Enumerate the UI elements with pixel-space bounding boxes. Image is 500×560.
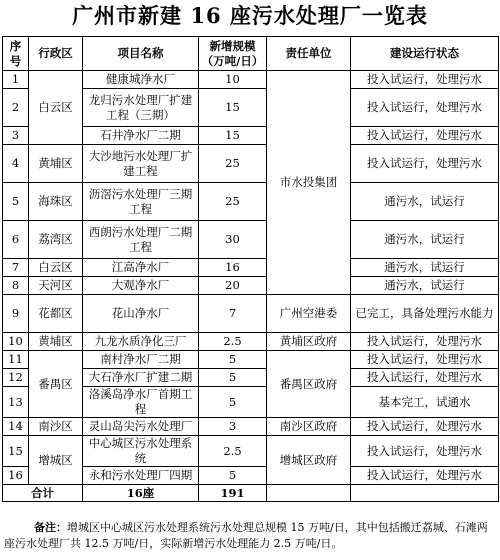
cell-capacity: 25 [199, 183, 267, 221]
cell-status: 已完工，具备处理污水能力 [351, 295, 499, 333]
remark-text: 增城区中心城区污水处理系统污水处理总规模 15 万吨/日，其中包括搬迁荔城、石滩两座污水处理厂共 12.5 万吨/日，实际新增污水处理能力 2.5 万吨/日。 [4, 521, 488, 550]
remark [4, 520, 496, 552]
cell-project: 大观净水厂 [83, 277, 199, 295]
cell-project: 大沙地污水处理厂扩建工程 [83, 145, 199, 183]
cell-district: 南沙区 [29, 418, 83, 436]
cell-district: 荔湾区 [29, 221, 83, 259]
cell-capacity: 15 [199, 127, 267, 145]
cell-project: 永和污水处理厂四期 [83, 467, 199, 485]
cell-district: 增城区 [29, 436, 83, 485]
cell-no: 4 [3, 145, 29, 183]
cell-status: 通污水，试运行 [351, 221, 499, 259]
cell-capacity: 15 [199, 89, 267, 127]
cell-status: 投入试运行，处理污水 [351, 333, 499, 351]
cell-capacity: 2.5 [199, 436, 267, 467]
table-row [3, 351, 499, 369]
remark-label: 备注： [34, 521, 67, 534]
cell-capacity: 2.5 [199, 333, 267, 351]
total-count: 16座 [83, 485, 199, 502]
cell-unit: 增城区政府 [267, 436, 351, 485]
cell-capacity: 5 [199, 351, 267, 369]
header-row [3, 37, 499, 71]
header-project: 项目名称 [83, 37, 199, 71]
total-status-empty [351, 485, 499, 502]
cell-project: 九龙水质净化三厂 [83, 333, 199, 351]
cell-status: 投入试运行，处理污水 [351, 369, 499, 387]
cell-status: 投入试运行，处理污水 [351, 418, 499, 436]
cell-capacity: 10 [199, 71, 267, 89]
header-unit: 责任单位 [267, 37, 351, 71]
cell-capacity: 16 [199, 259, 267, 277]
total-label: 合计 [3, 485, 83, 502]
header-district: 行政区 [29, 37, 83, 71]
cell-no: 7 [3, 259, 29, 277]
cell-unit: 黄埔区政府 [267, 333, 351, 351]
table-row [3, 71, 499, 89]
cell-no: 2 [3, 89, 29, 127]
cell-project: 健康城净水厂 [83, 71, 199, 89]
cell-district: 番禺区 [29, 351, 83, 418]
cell-no: 3 [3, 127, 29, 145]
table-row [3, 277, 499, 295]
cell-project: 沥滘污水处理厂三期工程 [83, 183, 199, 221]
cell-project: 江高净水厂 [83, 259, 199, 277]
cell-capacity: 5 [199, 467, 267, 485]
cell-status: 通污水，试运行 [351, 277, 499, 295]
cell-status: 投入试运行，处理污水 [351, 436, 499, 467]
total-capacity: 191 [199, 485, 267, 502]
total-row [3, 485, 499, 502]
cell-no: 11 [3, 351, 29, 369]
cell-status: 通污水，试运行 [351, 259, 499, 277]
cell-capacity: 3 [199, 418, 267, 436]
cell-no: 14 [3, 418, 29, 436]
cell-project: 大石净水厂扩建二期 [83, 369, 199, 387]
cell-status: 投入试运行，处理污水 [351, 145, 499, 183]
cell-status: 投入试运行，处理污水 [351, 467, 499, 485]
cell-no: 8 [3, 277, 29, 295]
table-row [3, 145, 499, 183]
cell-unit: 市水投集团 [267, 71, 351, 295]
cell-project: 南村净水厂二期 [83, 351, 199, 369]
cell-project: 洛溪岛净水厂首期工程 [83, 387, 199, 418]
cell-district: 花都区 [29, 295, 83, 333]
cell-district: 天河区 [29, 277, 83, 295]
cell-status: 投入试运行，处理污水 [351, 351, 499, 369]
table-row [3, 259, 499, 277]
table-row [3, 436, 499, 467]
table-row [3, 418, 499, 436]
cell-project: 中心城区污水处理系统 [83, 436, 199, 467]
cell-capacity: 20 [199, 277, 267, 295]
cell-capacity: 25 [199, 145, 267, 183]
cell-project: 灵山岛尖污水处理厂 [83, 418, 199, 436]
cell-unit: 广州空港委 [267, 295, 351, 333]
cell-project: 花山净水厂 [83, 295, 199, 333]
table-row [3, 295, 499, 333]
cell-no: 12 [3, 369, 29, 387]
cell-status: 投入试运行，处理污水 [351, 71, 499, 89]
cell-unit: 南沙区政府 [267, 418, 351, 436]
header-capacity: 新增规模（万吨/日） [199, 37, 267, 71]
cell-district: 白云区 [29, 259, 83, 277]
cell-no: 6 [3, 221, 29, 259]
cell-status: 通污水，试运行 [351, 183, 499, 221]
cell-project: 西朗污水处理厂二期工程 [83, 221, 199, 259]
cell-no: 5 [3, 183, 29, 221]
cell-district: 海珠区 [29, 183, 83, 221]
cell-status: 基本完工，试通水 [351, 387, 499, 418]
header-status: 建设运行状态 [351, 37, 499, 71]
document-title: 广州市新建 16 座污水处理厂一览表 [72, 3, 428, 28]
cell-project: 龙归污水处理厂扩建工程（三期） [83, 89, 199, 127]
cell-no: 9 [3, 295, 29, 333]
cell-no: 10 [3, 333, 29, 351]
cell-capacity: 5 [199, 369, 267, 387]
table-row [3, 183, 499, 221]
cell-district: 白云区 [29, 71, 83, 145]
cell-district: 黄埔区 [29, 145, 83, 183]
table-row [3, 333, 499, 351]
cell-unit: 番禺区政府 [267, 351, 351, 418]
cell-capacity: 5 [199, 387, 267, 418]
total-unit-empty [267, 485, 351, 502]
table-row [3, 221, 499, 259]
cell-status: 投入试运行，处理污水 [351, 89, 499, 127]
cell-no: 15 [3, 436, 29, 467]
cell-no: 13 [3, 387, 29, 418]
cell-no: 1 [3, 71, 29, 89]
header-no: 序号 [3, 37, 29, 71]
cell-district: 黄埔区 [29, 333, 83, 351]
cell-capacity: 30 [199, 221, 267, 259]
plant-table [2, 36, 499, 502]
cell-project: 石井净水厂二期 [83, 127, 199, 145]
cell-status: 投入试运行，处理污水 [351, 127, 499, 145]
cell-capacity: 7 [199, 295, 267, 333]
cell-no: 16 [3, 467, 29, 485]
